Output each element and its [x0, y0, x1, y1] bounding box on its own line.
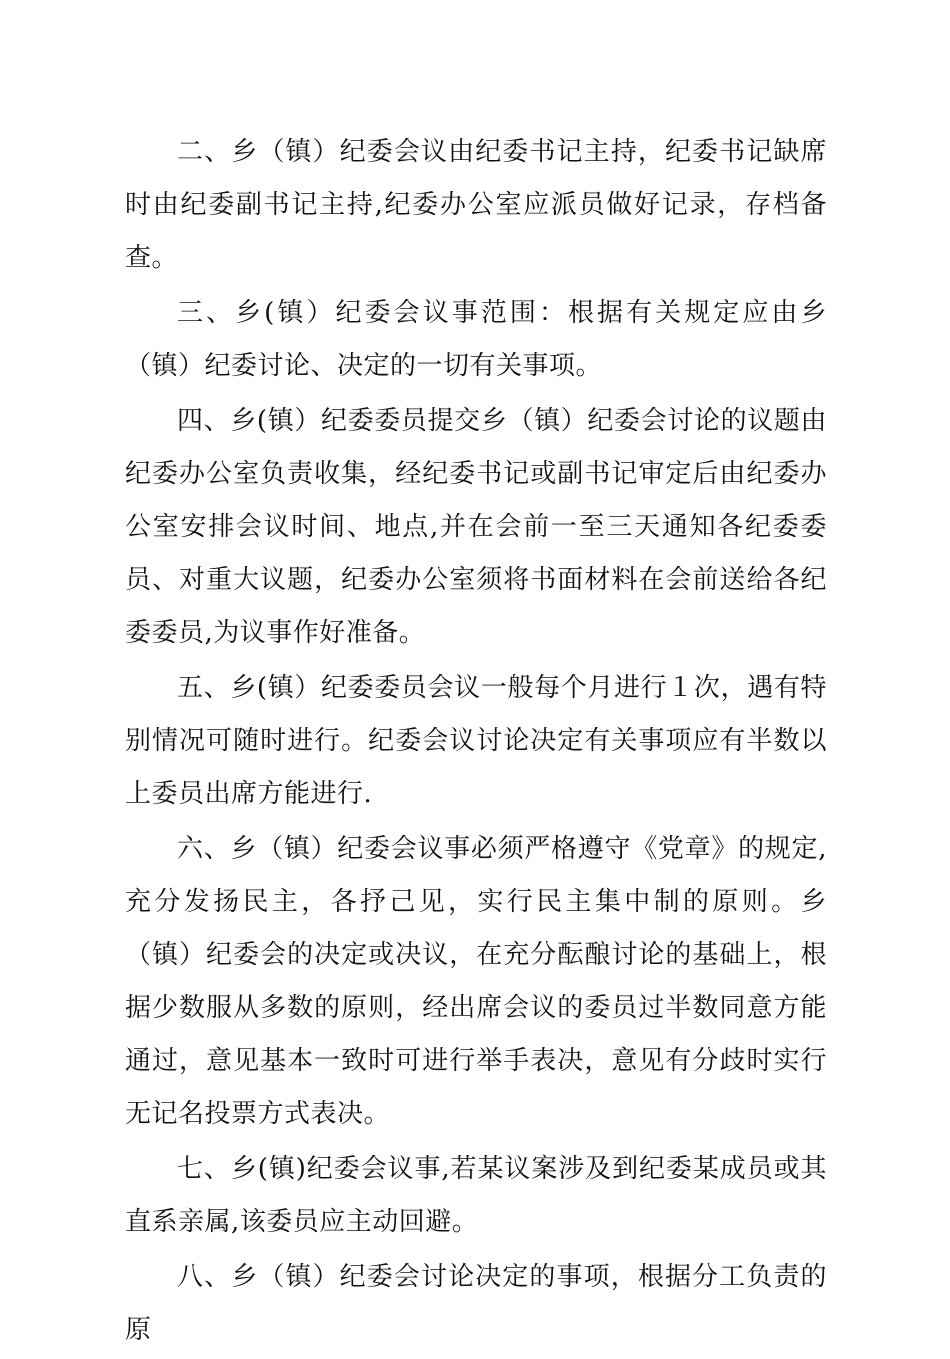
paragraph-3: 三、乡(镇）纪委会议事范围：根据有关规定应由乡（镇）纪委讨论、决定的一切有关事项。 — [125, 298, 827, 381]
paragraph-7: 七、乡(镇)纪委会议事,若某议案涉及到纪委某成员或其直系亲属,该委员应主动回避。 — [125, 1154, 827, 1237]
paragraph-5: 五、乡(镇）纪委委员会议一般每个月进行１次，遇有特别情况可随时进行。纪委会议讨论决定有关事项应有半数以上委员出席方能进行. — [125, 673, 827, 809]
paragraph-6: 六、乡（镇）纪委会议事必须严格遵守《党章》的规定,充分发扬民主，各抒己见，实行民主集中制的原则。乡（镇）纪委会的决定或决议，在充分酝酿讨论的基础上，根据少数服从多数的原则，经出席会议的委员过半数同意方能通过，意见基本一致时可进行举手表决，意见有分歧时实行无记名投票方式表决。 — [125, 834, 827, 1129]
paragraph-4: 四、乡(镇）纪委委员提交乡（镇）纪委会讨论的议题由纪委办公室负责收集，经纪委书记或副书记审定后由纪委办公室安排会议时间、地点,并在会前一至三天通知各纪委委员、对重大议题，纪委办公室须将书面材料在会前送给各纪委委员,为议事作好准备。 — [125, 406, 827, 648]
paragraph-2: 二、乡（镇）纪委会议由纪委书记主持，纪委书记缺席时由纪委副书记主持,纪委办公室应派员做好记录，存档备查。 — [125, 137, 827, 273]
document-body — [125, 126, 827, 1359]
paragraph-8: 八、乡（镇）纪委会讨论决定的事项，根据分工负责的原 — [125, 1262, 827, 1345]
